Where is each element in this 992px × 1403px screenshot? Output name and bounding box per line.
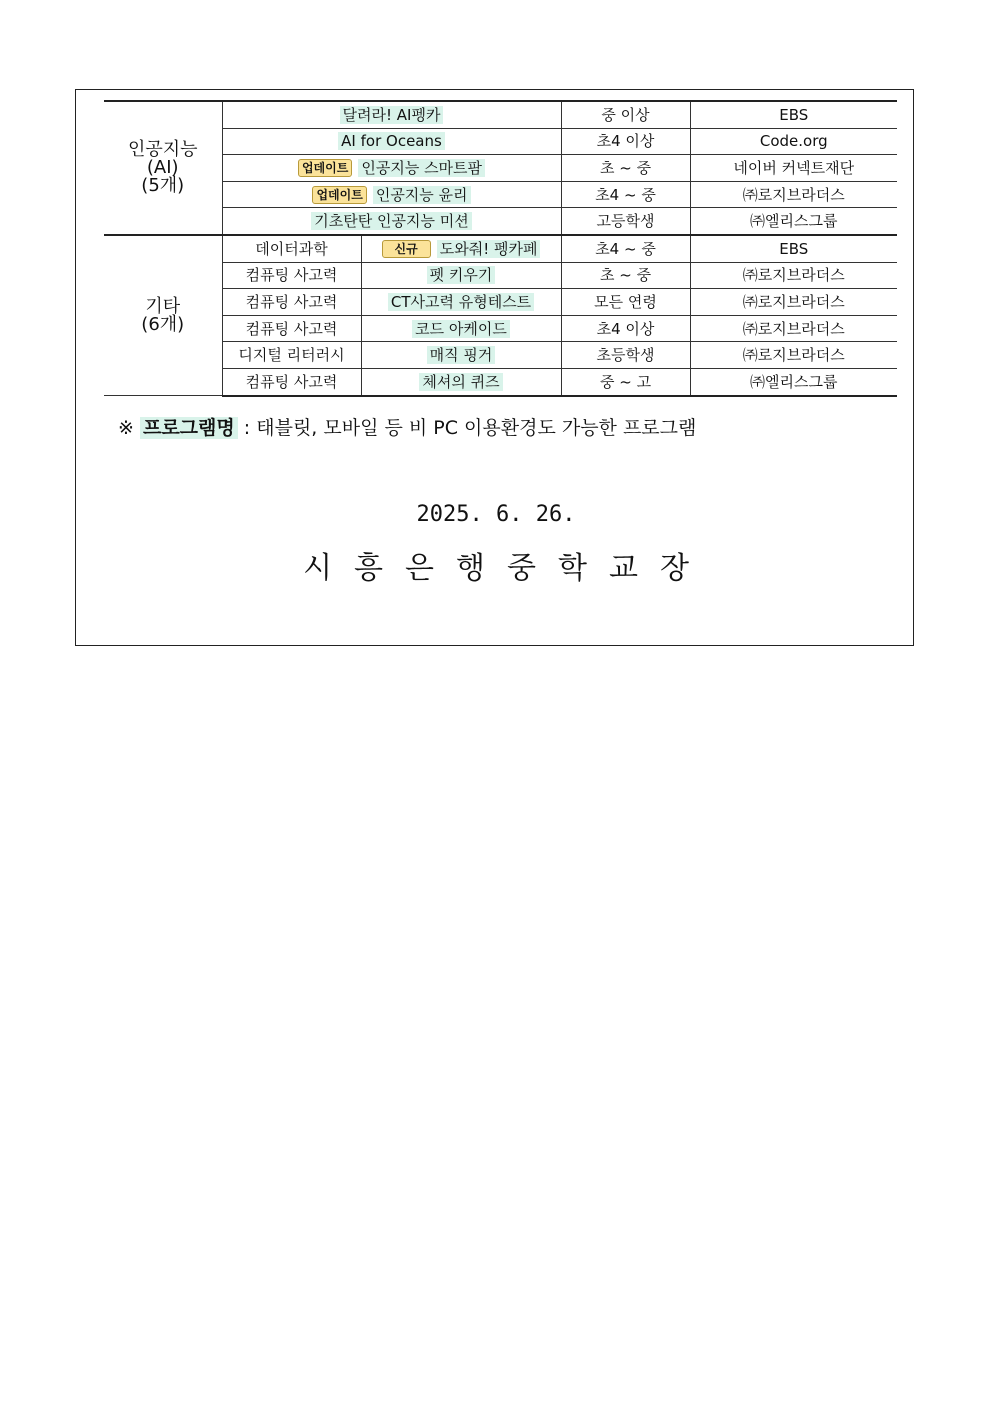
- org-cell: 네이버 커넥트재단: [690, 155, 897, 182]
- area-cell: 데이터과학: [222, 235, 361, 262]
- table-row: [104, 262, 897, 289]
- principal-signature: 시흥은행중학교장: [303, 551, 711, 586]
- area-cell: 컴퓨팅 사고력: [222, 262, 361, 289]
- table-row: [104, 289, 897, 316]
- org-cell: EBS: [690, 101, 897, 128]
- category-etc: [104, 235, 222, 396]
- program-name: CT사고력 유형테스트: [388, 293, 534, 311]
- category-count: (6개): [141, 313, 185, 335]
- category-count: (5개): [141, 174, 185, 196]
- target-cell: 고등학생: [561, 208, 690, 235]
- program-name: 도와줘! 펭카페: [437, 240, 541, 258]
- table-row: [104, 128, 897, 155]
- target-cell: 초 ~ 중: [561, 155, 690, 182]
- area-cell: 컴퓨팅 사고력: [222, 368, 361, 395]
- table-row: [104, 155, 897, 182]
- org-cell: ㈜엘리스그룹: [690, 368, 897, 395]
- category-label: 기타: [145, 295, 181, 317]
- program-cell: [361, 315, 561, 342]
- program-name: 인공지능 윤리: [373, 186, 471, 204]
- program-cell: [222, 128, 561, 155]
- org-cell: ㈜로지브라더스: [690, 181, 897, 208]
- target-cell: 중 이상: [561, 101, 690, 128]
- program-cell: [361, 235, 561, 262]
- target-cell: 초4 ~ 중: [561, 181, 690, 208]
- category-label: 인공지능: [127, 138, 198, 160]
- program-name: 체셔의 퀴즈: [419, 373, 502, 391]
- target-cell: 초 ~ 중: [561, 262, 690, 289]
- program-cell: [222, 155, 561, 182]
- target-cell: 초등학생: [561, 342, 690, 369]
- program-name: AI for Oceans: [338, 132, 445, 150]
- program-cell: [361, 289, 561, 316]
- update-badge: 업데이트: [298, 159, 352, 177]
- update-badge: 업데이트: [312, 186, 366, 204]
- area-cell: 컴퓨팅 사고력: [222, 289, 361, 316]
- footnote: [118, 413, 696, 440]
- program-name: 코드 아케이드: [412, 320, 510, 338]
- program-name: 펫 키우기: [427, 266, 496, 284]
- org-cell: EBS: [690, 235, 897, 262]
- program-cell: [361, 342, 561, 369]
- table-row: [104, 181, 897, 208]
- target-cell: 모든 연령: [561, 289, 690, 316]
- org-cell: ㈜로지브라더스: [690, 289, 897, 316]
- program-name: 기초탄탄 인공지능 미션: [311, 212, 471, 230]
- document-date: 2025. 6. 26.: [416, 502, 576, 527]
- note-label: 프로그램명: [140, 417, 238, 439]
- org-cell: ㈜로지브라더스: [690, 342, 897, 369]
- table-row: [104, 235, 897, 262]
- program-cell: [361, 262, 561, 289]
- table-row: [104, 368, 897, 395]
- org-cell: Code.org: [690, 128, 897, 155]
- new-badge: 신규: [382, 240, 431, 258]
- org-cell: ㈜로지브라더스: [690, 262, 897, 289]
- table-row: [104, 315, 897, 342]
- org-cell: ㈜로지브라더스: [690, 315, 897, 342]
- org-cell: ㈜엘리스그룹: [690, 208, 897, 235]
- table-row: [104, 342, 897, 369]
- program-table: [104, 100, 897, 397]
- program-cell: [361, 368, 561, 395]
- program-name: 달려라! AI펭카: [340, 106, 444, 124]
- table-row: [104, 208, 897, 235]
- table-row: [104, 101, 897, 128]
- program-cell: [222, 101, 561, 128]
- target-cell: 초4 이상: [561, 315, 690, 342]
- target-cell: 초4 ~ 중: [561, 235, 690, 262]
- area-cell: 컴퓨팅 사고력: [222, 315, 361, 342]
- program-cell: [222, 181, 561, 208]
- category-ai: [104, 101, 222, 235]
- category-label: (AI): [146, 156, 179, 178]
- program-name: 인공지능 스마트팜: [358, 159, 485, 177]
- program-name: 매직 핑거: [427, 346, 496, 364]
- program-cell: [222, 208, 561, 235]
- note-text: : 태블릿, 모바일 등 비 PC 이용환경도 가능한 프로그램: [243, 417, 697, 439]
- area-cell: 디지털 리터러시: [222, 342, 361, 369]
- reference-mark: ※: [118, 417, 134, 439]
- target-cell: 초4 이상: [561, 128, 690, 155]
- target-cell: 중 ~ 고: [561, 368, 690, 395]
